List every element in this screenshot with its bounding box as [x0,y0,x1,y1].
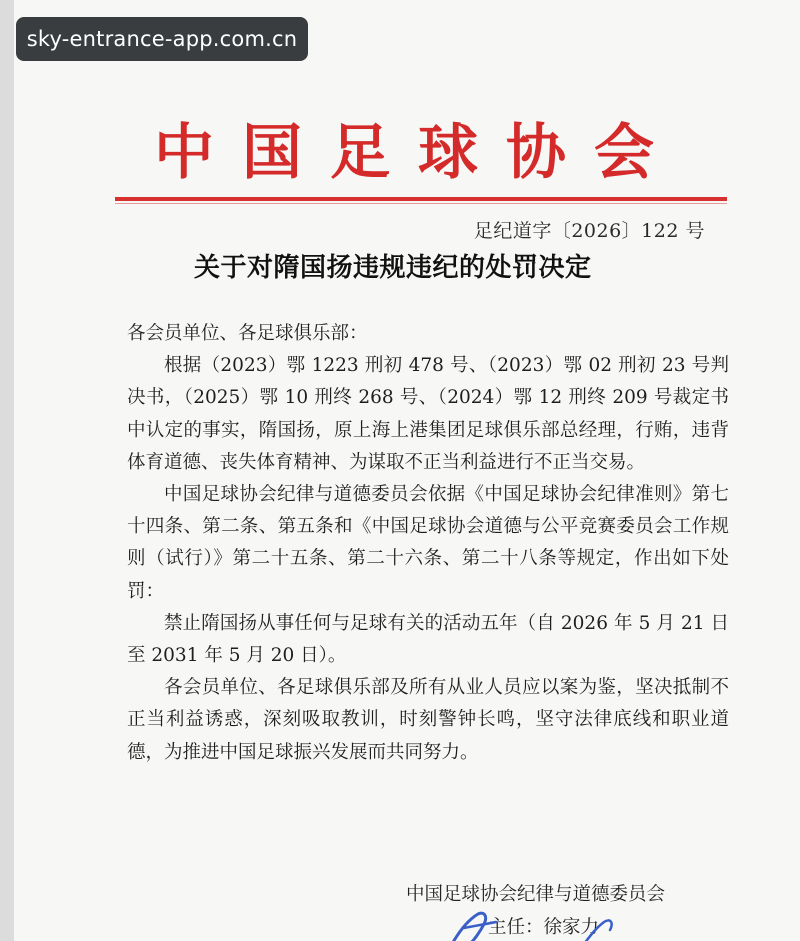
letterhead-organization: 中国足球协会 [154,118,682,188]
watermark-url-badge: sky-entrance-app.com.cn [16,17,308,61]
signer-name: 徐家力 [543,917,600,938]
handwritten-signature-icon [434,900,634,941]
paragraph-facts: 根据（2023）鄂 1223 刑初 478 号、（2023）鄂 02 刑初 23 号判决书，（2025）鄂 10 刑终 268 号、（2024）鄂 12 刑终 209 号裁定书中认定的事实，隋国扬，原上海上港集团足球俱乐部总经理，行贿，违背体育道德、丧失体育精神、为谋取不正当利益进行不正当交易。 [127,355,729,473]
letterhead-red-rule [115,197,727,201]
letterhead-red-rule-thin [115,203,727,204]
paragraph-warning: 各会员单位、各足球俱乐部及所有从业人员应以案为鉴，坚决抵制不正当利益诱惑，深刻吸取教训，时刻警钟长鸣，坚守法律底线和职业道德，为推进中国足球振兴发展而共同努力。 [127,677,729,763]
document-page [14,0,800,941]
paragraph-penalty: 禁止隋国扬从事任何与足球有关的活动五年（自 2026 年 5 月 21 日至 2031 年 5 月 20 日）。 [127,612,729,667]
signer-role-label: 主任： [488,917,544,938]
document-number: 足纪道字〔2026〕122 号 [473,220,705,242]
signer-organization: 中国足球协会纪律与道德委员会 [406,884,666,905]
document-title: 关于对隋国扬违规违纪的处罚决定 [194,253,592,283]
document-body [127,318,729,769]
salutation: 各会员单位、各足球俱乐部： [127,323,368,344]
paragraph-basis: 中国足球协会纪律与道德委员会依据《中国足球协会纪律准则》第七十四条、第二条、第五条和《中国足球协会道德与公平竞赛委员会工作规则（试行）》第二十五条、第二十六条、第二十八条等规定，作出如下处罚： [127,484,729,602]
